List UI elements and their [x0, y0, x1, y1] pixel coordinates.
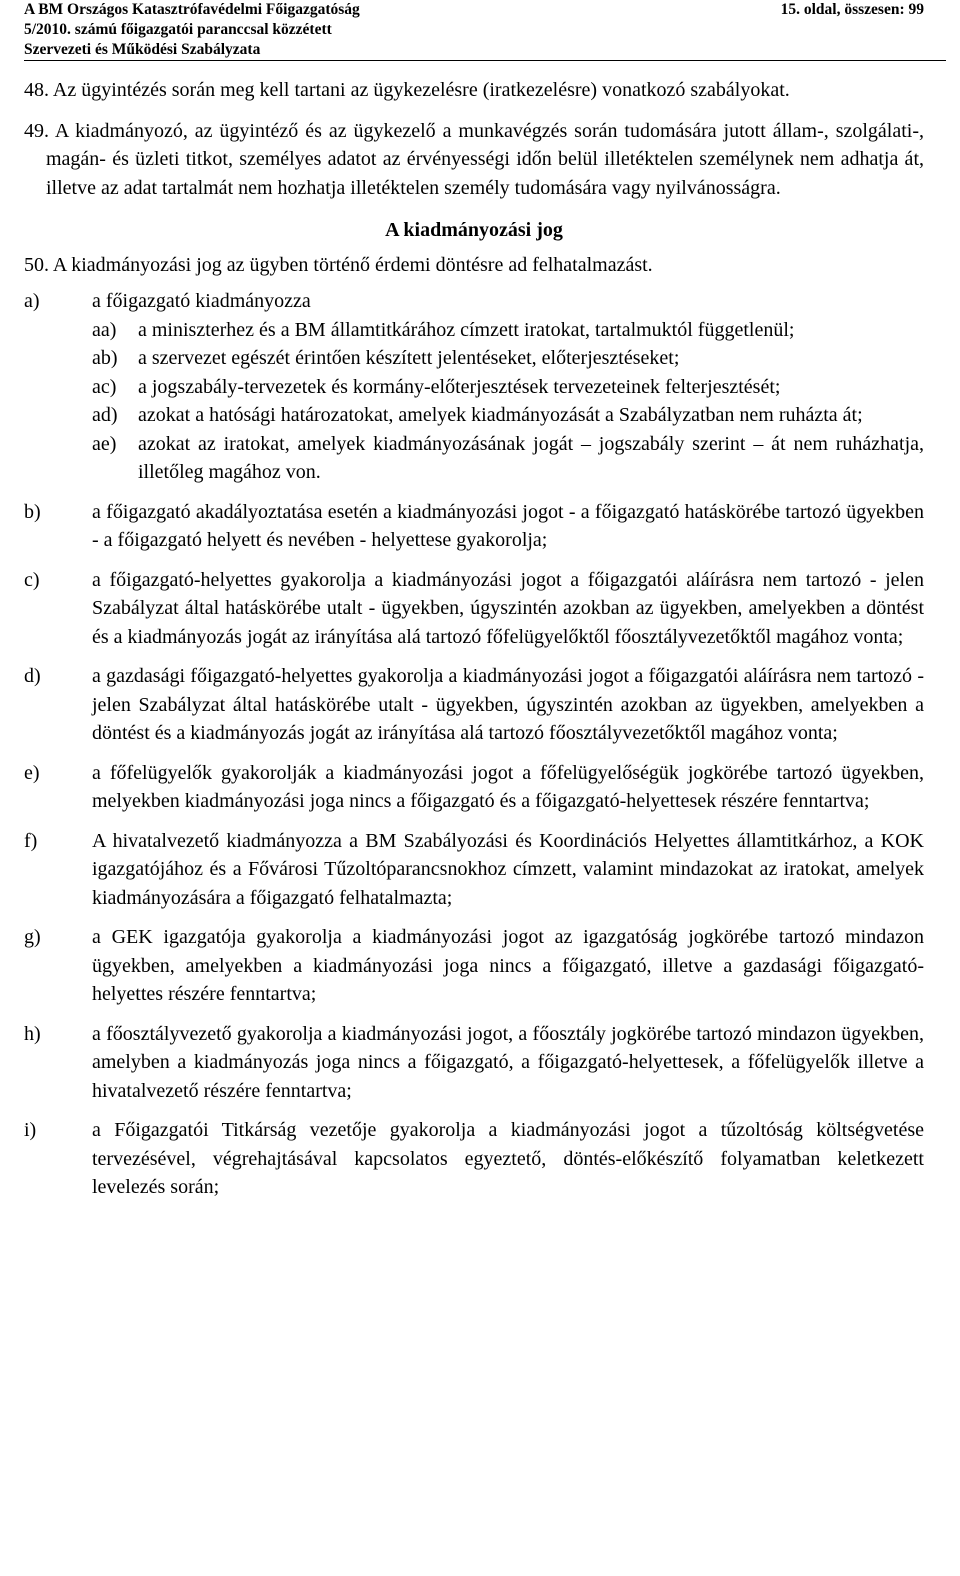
paragraph-48: 48. Az ügyintézés során meg kell tartani az ügykezelésre (iratkezelésre) vonatkozó szabályokat.: [24, 79, 790, 101]
list-item-label: f): [24, 829, 38, 852]
sub-item-text: azokat az iratokat, amelyek kiadmányozásának jogát – jogszabály szerint – át nem ruházhatja, illetőleg magához von.: [138, 432, 924, 483]
header-document-title: Szervezeti és Működési Szabályzata: [24, 41, 261, 58]
list-item-f: [24, 827, 924, 913]
list-item-e: [24, 759, 924, 816]
page-header: [24, 0, 946, 61]
list-item-label: b): [24, 500, 41, 523]
list-item-d: [24, 662, 924, 748]
list-item-label: h): [24, 1022, 41, 1045]
sub-item-ab: [92, 344, 924, 373]
sub-item-label: ad): [92, 404, 118, 426]
document-body: [24, 76, 924, 1213]
sub-item-ac: [92, 373, 924, 402]
list-item-text: a gazdasági főigazgató-helyettes gyakorolja a kiadmányozási jogot a főigazgatói aláírásra nem tartozó - jelen Szabályzat által hatáskörébe utalt - ügyekben, úgyszintén azokban az ügyekben, amelyekben a döntést és a kiadmányozás jogát az irányítása alá tartozó főosztályvezetőktől magához vonta;: [92, 665, 924, 744]
list-item-label: g): [24, 926, 41, 948]
list-item-label: c): [24, 568, 40, 591]
list-item-text: a főfelügyelők gyakorolják a kiadmányozási jogot a főfelügyelőségük jogkörébe tartozó ügyekben, melyekben kiadmányozási joga nincs a főigazgató és a főigazgató-helyettesek részére fenntartva;: [92, 761, 924, 812]
section-title: A kiadmányozási jog: [385, 219, 563, 241]
sub-item-label: ae): [92, 432, 117, 455]
list-item-text: a főosztályvezető gyakorolja a kiadmányozási jogot, a főosztály jogkörébe tartozó mindazon ügyekben, amelyben a kiadmányozás joga nincs a főigazgató, a főigazgató-helyettesek, a főfelügyelők illetve a hivatalvezető részére fenntartva;: [92, 1022, 924, 1102]
sub-item-label: ac): [92, 375, 117, 398]
list-item-label: i): [24, 1119, 37, 1141]
list-item-label: e): [24, 761, 40, 784]
header-organization: A BM Országos Katasztrófavédelmi Főigazgatóság: [24, 1, 360, 18]
sub-item-ad: [92, 401, 924, 430]
list-item-label: d): [24, 665, 41, 687]
list-item-label: a): [24, 290, 40, 312]
list-item-c: [24, 566, 924, 652]
list-item-text: a GEK igazgatója gyakorolja a kiadmányozási jogot az igazgatóság jogkörébe tartozó mindazon ügyekben, amelyekben a kiadmányozási joga nincs a főigazgató, illetve a gazdasági főigazgató-helyettes részére fenntartva;: [92, 926, 924, 1005]
list-item-text: a főigazgató akadályoztatása esetén a kiadmányozási jogot - a főigazgató hatáskörébe tartozó ügyekben - a főigazgató helyett és nevében - helyettese gyakorolja;: [92, 500, 924, 551]
list-item-a: [24, 287, 924, 487]
list-item-b: [24, 498, 924, 555]
sub-item-label: aa): [92, 318, 117, 341]
paragraph-50: 50. A kiadmányozási jog az ügyben történő érdemi döntésre ad felhatalmazást.: [24, 253, 653, 276]
header-page-number: 15. oldal, összesen: 99: [780, 1, 924, 18]
list-item-text: A hivatalvezető kiadmányozza a BM Szabályozási és Koordinációs Helyettes államtitkárhoz, a KOK igazgatójához és a Fővárosi Tűzoltóparancsnokhoz címzett, valamint mindazokat az iratokat, amelyek kiadmányozására a főigazgató felhatalmazta;: [92, 829, 924, 909]
list-item-h: [24, 1020, 924, 1106]
sub-item-ae: [92, 430, 924, 487]
sub-item-aa: [92, 316, 924, 345]
sub-item-label: ab): [92, 347, 118, 369]
sub-item-text: azokat a hatósági határozatokat, amelyek kiadmányozását a Szabályzatban nem ruházta át;: [138, 404, 863, 426]
sub-item-text: a szervezet egészét érintően készített jelentéseket, előterjesztéseket;: [138, 347, 680, 369]
list-item-g: [24, 923, 924, 1009]
list-item-text: a főigazgató kiadmányozza: [92, 290, 311, 312]
list-item-text: a főigazgató-helyettes gyakorolja a kiadmányozási jogot a főigazgatói aláírásra nem tartozó - jelen Szabályzat által hatáskörébe utalt - ügyekben, úgyszintén azokban az ügyekben, amelyekben a döntést és a kiadmányozás jogát az irányítása alá tartozó főfelügyelőktől főosztályvezetőktől magához vonta;: [92, 568, 924, 648]
header-order-reference: 5/2010. számú főigazgatói paranccsal közzétett: [24, 21, 332, 38]
sub-item-text: a miniszterhez és a BM államtitkárához címzett iratokat, tartalmuktól függetlenül;: [138, 318, 795, 341]
list-item-i: [24, 1116, 924, 1202]
list-item-text: a Főigazgatói Titkárság vezetője gyakorolja a kiadmányozási jogot a tűzoltóság költségvetése tervezésével, végrehajtásával kapcsolatos egyeztető, döntés-előkészítő folyamatban keletkezett levelezés során;: [92, 1119, 924, 1198]
paragraph-49: 49. A kiadmányozó, az ügyintéző és az ügykezelő a munkavégzés során tudomására jutott állam-, szolgálati-, magán- és üzleti titkot, személyes adatot az érvényességi időn belül illetéktelen személynek nem adhatja át, illetve az adat tartalmát nem hozhatja illetéktelen személy tudomására vagy nyilvánosságra.: [24, 119, 924, 199]
sub-item-text: a jogszabály-tervezetek és kormány-előterjesztések tervezeteinek felterjesztését;: [138, 375, 781, 398]
